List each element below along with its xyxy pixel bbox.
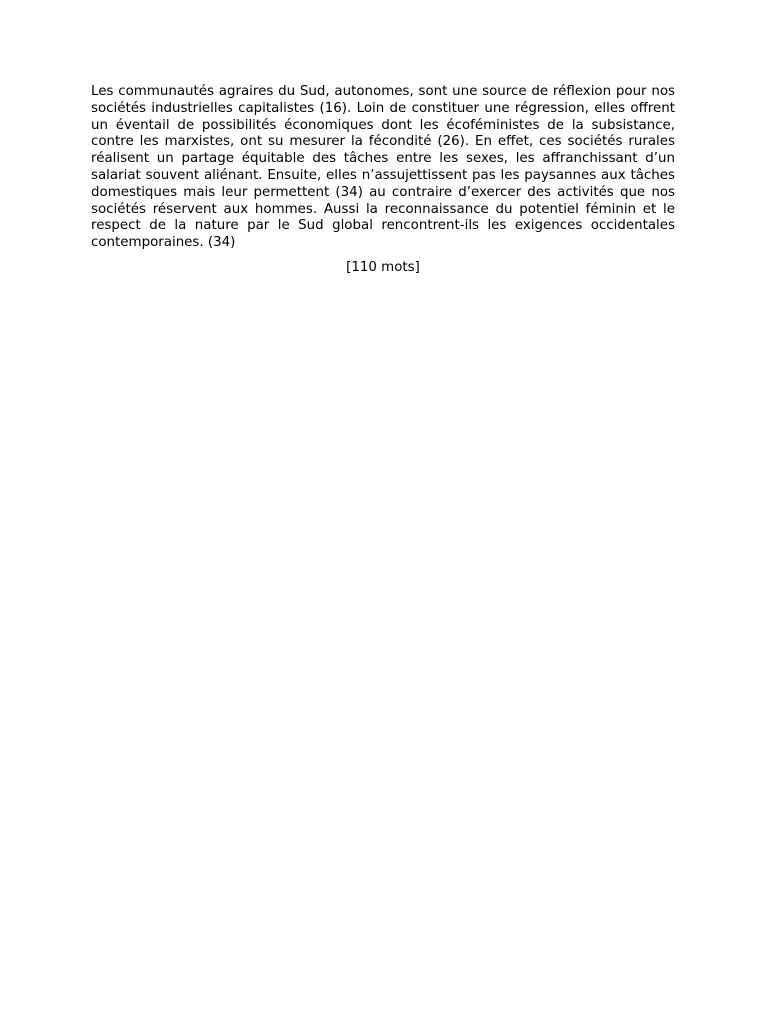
summary-paragraph: Les communautés agraires du Sud, autonomes, sont une source de réflexion pour nos sociétés industrielles capitalistes (16). Loin de constituer une régression, elles offrent un éventail de possibilités économiques dont les écoféministes de la subsistance, contre les marxistes, ont su mesurer la fécondité (26). En effet, ces sociétés rurales réalisent un partage équitable des tâches entre les sexes, les affranchissant d’un salariat souvent aliénant. Ensuite, elles n’assujettissent pas les paysannes aux tâches domestiques mais leur permettent (34) au contraire d’exercer des activités que nos sociétés réservent aux hommes. Aussi la reconnaissance du potentiel féminin et le respect de la nature par le Sud global rencontrent-ils les exigences occidentales contemporaines. (34) <box>91 84 675 251</box>
document-page <box>91 84 675 277</box>
word-count-label: [110 mots] <box>346 259 420 275</box>
